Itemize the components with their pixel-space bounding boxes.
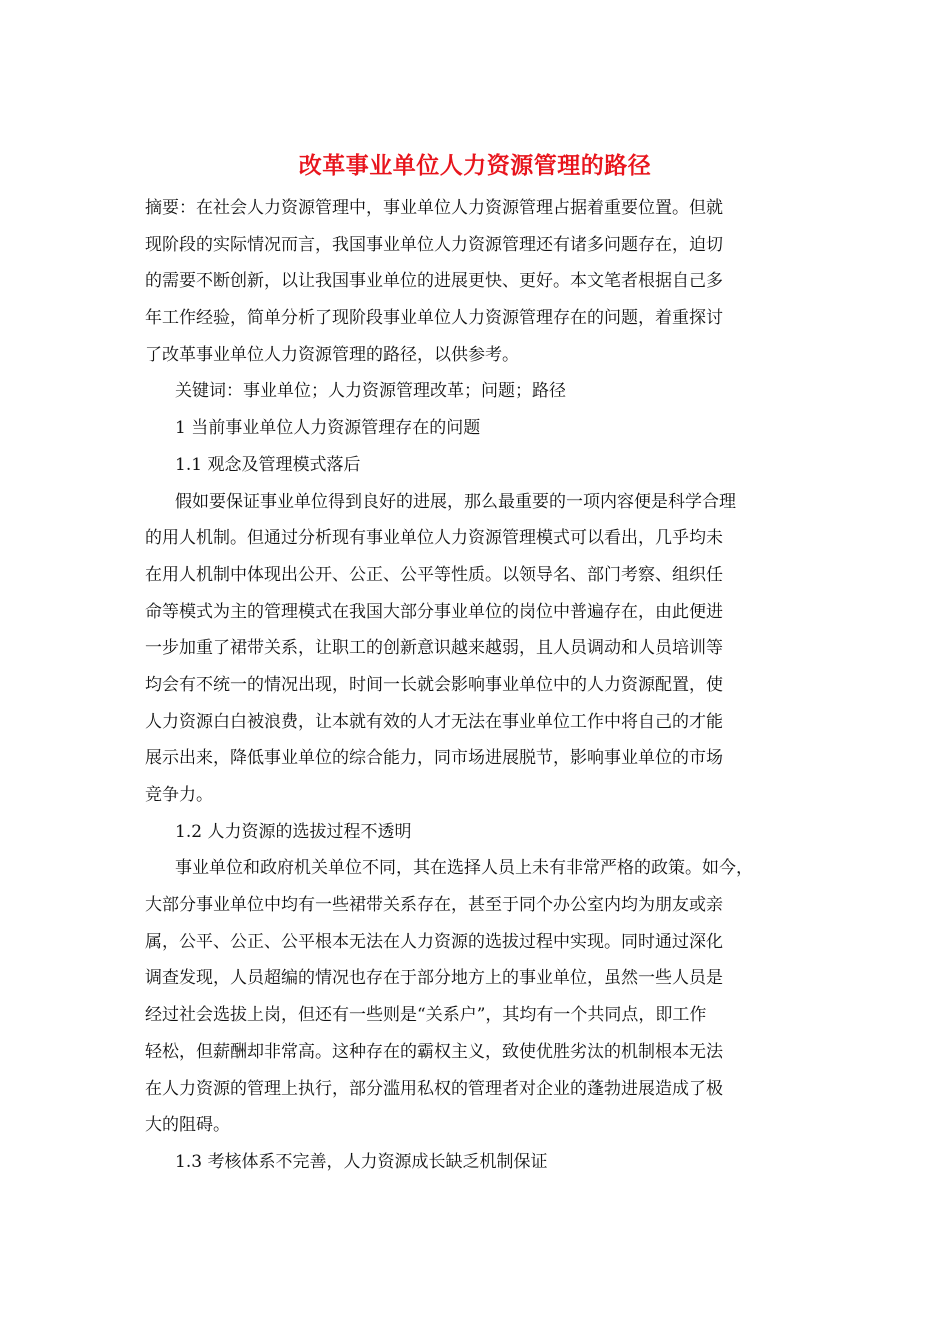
keywords: 关键词：事业单位；人力资源管理改革；问题；路径 (175, 381, 566, 402)
document-title: 改革事业单位人力资源管理的路径 (298, 152, 652, 179)
subsection-heading: 1.3 考核体系不完善，人力资源成长缺乏机制保证 (175, 1151, 548, 1172)
paragraph-line: 轻松，但薪酬却非常高。这种存在的霸权主义，致使优胜劣汰的机制根本无法 (145, 1041, 723, 1062)
section-heading: 1 当前事业单位人力资源管理存在的问题 (175, 418, 481, 439)
paragraph-line: 命等模式为主的管理模式在我国大部分事业单位的岗位中普遍存在，由此便进 (145, 601, 723, 622)
abstract-line: 现阶段的实际情况而言，我国事业单位人力资源管理还有诸多问题存在，迫切 (145, 234, 723, 255)
paragraph-line: 调查发现，人员超编的情况也存在于部分地方上的事业单位，虽然一些人员是 (145, 968, 723, 989)
abstract-line: 年工作经验，简单分析了现阶段事业单位人力资源管理存在的问题，着重探讨 (145, 308, 723, 329)
paragraph-line: 大部分事业单位中均有一些裙带关系存在，甚至于同个办公室内均为朋友或亲 (145, 895, 723, 916)
paragraph-line: 竞争力。 (145, 785, 213, 805)
paragraph-line: 假如要保证事业单位得到良好的进展，那么最重要的一项内容便是科学合理 (175, 491, 736, 512)
paragraph-line: 大的阻碍。 (145, 1115, 230, 1136)
paragraph-line: 在人力资源的管理上执行，部分滥用私权的管理者对企业的蓬勃进展造成了极 (145, 1078, 723, 1099)
subsection-heading: 1.1 观念及管理模式落后 (175, 454, 361, 475)
document-body (145, 190, 810, 1181)
paragraph-line: 一步加重了裙带关系，让职工的创新意识越来越弱，且人员调动和人员培训等 (145, 638, 723, 659)
paragraph-line: 事业单位和政府机关单位不同，其在选择人员上未有非常严格的政策。如今， (175, 858, 753, 879)
paragraph-line: 在用人机制中体现出公开、公正、公平等性质。以领导名、部门考察、组织任 (145, 564, 723, 585)
abstract-line: 的需要不断创新，以让我国事业单位的进展更快、更好。本文笔者根据自己多 (145, 271, 723, 292)
subsection-heading: 1.2 人力资源的选拔过程不透明 (175, 821, 412, 842)
paragraph-line: 经过社会选拔上岗，但还有一些则是“关系户”，其均有一个共同点，即工作 (145, 1005, 707, 1026)
paragraph-line: 均会有不统一的情况出现，时间一长就会影响事业单位中的人力资源配置，使 (145, 674, 723, 695)
abstract-line: 了改革事业单位人力资源管理的路径，以供参考。 (145, 344, 519, 365)
paragraph-line: 人力资源白白被浪费，让本就有效的人才无法在事业单位工作中将自己的才能 (145, 711, 723, 732)
paragraph-line: 属，公平、公正、公平根本无法在人力资源的选拔过程中实现。同时通过深化 (145, 931, 723, 952)
paragraph-line: 展示出来，降低事业单位的综合能力，同市场进展脱节，影响事业单位的市场 (145, 748, 723, 769)
paragraph-line: 的用人机制。但通过分析现有事业单位人力资源管理模式可以看出，几乎均未 (145, 528, 723, 549)
abstract-line: 摘要：在社会人力资源管理中，事业单位人力资源管理占据着重要位置。但就 (145, 198, 723, 218)
